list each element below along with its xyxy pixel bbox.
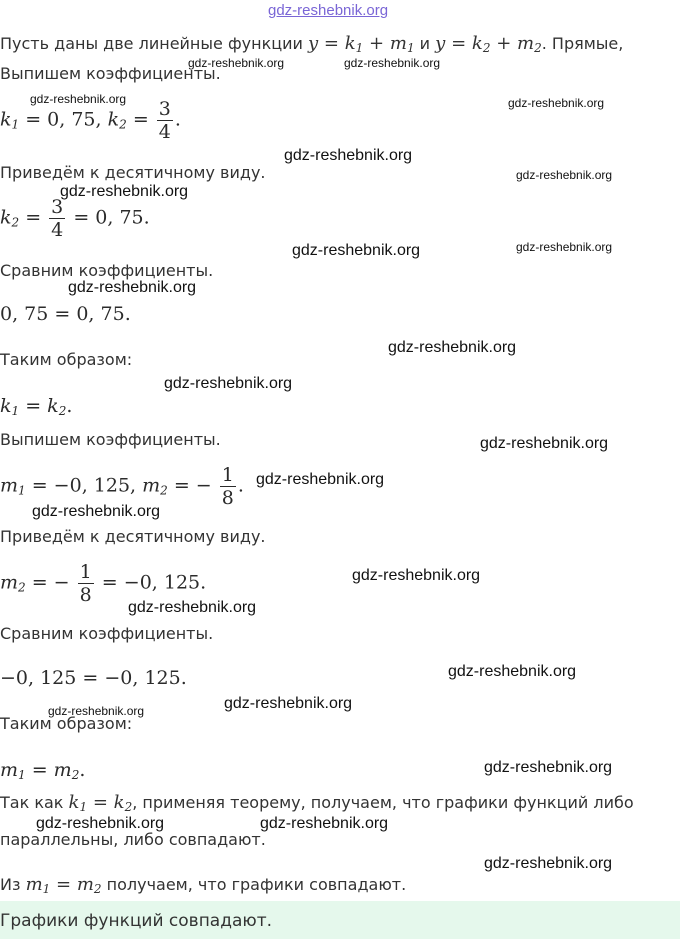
- watermark: gdz-reshebnik.org: [164, 375, 293, 392]
- write-coefficients-1: Выпишем коэффициенты.: [0, 64, 221, 83]
- theorem-line-2: параллельны, либо совпадают.: [0, 830, 266, 849]
- compare-2: Сравним коэффициенты.: [0, 624, 214, 643]
- intro-line: Пусть даны две линейные функции $y = k_1 + m_1$ и $y = k_2 + m_2$. Прямые,: [0, 33, 624, 55]
- watermark: gdz-reshebnik.org: [352, 567, 481, 584]
- to-decimal-1: Приведём к десятичному виду.: [0, 163, 266, 182]
- conclusion-line: Из $m_1 = m_2$ получаем, что графики совпадают.: [0, 874, 407, 896]
- watermark: gdz-reshebnik.org: [188, 56, 285, 70]
- equation-m2-decimal: $m_2$ = − $\frac{1}{8}$ = −0, 125.: [0, 561, 207, 606]
- equation-m-values: $m_1 = -0$, 125, $m_2$ = − $\frac{1}{8}$ .: [0, 464, 244, 509]
- watermark: gdz-reshebnik.org: [30, 92, 127, 106]
- equation-m1-equals-m2: $m_1 = m_2$.: [0, 759, 86, 782]
- header-watermark-link[interactable]: gdz-reshebnik.org: [268, 2, 389, 19]
- watermark: gdz-reshebnik.org: [48, 704, 145, 718]
- watermark: gdz-reshebnik.org: [508, 96, 605, 110]
- watermark: gdz-reshebnik.org: [480, 435, 609, 452]
- intro-text: Пусть даны две линейные функции: [0, 34, 308, 53]
- watermark: gdz-reshebnik.org: [256, 471, 385, 488]
- watermark: gdz-reshebnik.org: [36, 815, 165, 832]
- watermark: gdz-reshebnik.org: [260, 815, 389, 832]
- watermark: gdz-reshebnik.org: [224, 695, 353, 712]
- watermark: gdz-reshebnik.org: [32, 503, 161, 520]
- equation-k-values: $k_1 = 0$, 75, $k_2$ = $\frac{3}{4}$ .: [0, 98, 181, 143]
- answer-text: Графики функций совпадают.: [0, 911, 273, 931]
- watermark: gdz-reshebnik.org: [292, 242, 421, 259]
- thus-1: Таким образом:: [0, 350, 133, 369]
- thus-2: Таким образом:: [0, 714, 133, 733]
- theorem-line-1: Так как $k_1 = k_2$, применяя теорему, получаем, что графики функций либо: [0, 792, 634, 814]
- watermark: gdz-reshebnik.org: [516, 168, 613, 182]
- equation-k2-decimal: $k_2$ = $\frac{3}{4}$ = 0, 75.: [0, 196, 150, 241]
- equation-equal-m: −0, 125 = −0, 125.: [0, 667, 187, 689]
- write-coefficients-2: Выпишем коэффициенты.: [0, 430, 221, 449]
- watermark: gdz-reshebnik.org: [516, 240, 613, 254]
- equation-k1-equals-k2: $k_1 = k_2$.: [0, 395, 73, 418]
- to-decimal-2: Приведём к десятичному виду.: [0, 527, 266, 546]
- watermark: gdz-reshebnik.org: [284, 147, 413, 164]
- function-2: $y = k_2 + m_2$: [435, 33, 542, 55]
- watermark: gdz-reshebnik.org: [344, 56, 441, 70]
- watermark: gdz-reshebnik.org: [448, 663, 577, 680]
- watermark: gdz-reshebnik.org: [68, 279, 197, 296]
- equation-equal-k: 0, 75 = 0, 75.: [0, 303, 131, 325]
- function-1: $y = k_1 + m_1$: [308, 33, 415, 55]
- compare-1: Сравним коэффициенты.: [0, 261, 214, 280]
- watermark: gdz-reshebnik.org: [484, 855, 613, 872]
- watermark: gdz-reshebnik.org: [128, 599, 257, 616]
- watermark: gdz-reshebnik.org: [60, 183, 189, 200]
- watermark: gdz-reshebnik.org: [484, 759, 613, 776]
- watermark: gdz-reshebnik.org: [388, 339, 517, 356]
- answer-box: [0, 901, 680, 939]
